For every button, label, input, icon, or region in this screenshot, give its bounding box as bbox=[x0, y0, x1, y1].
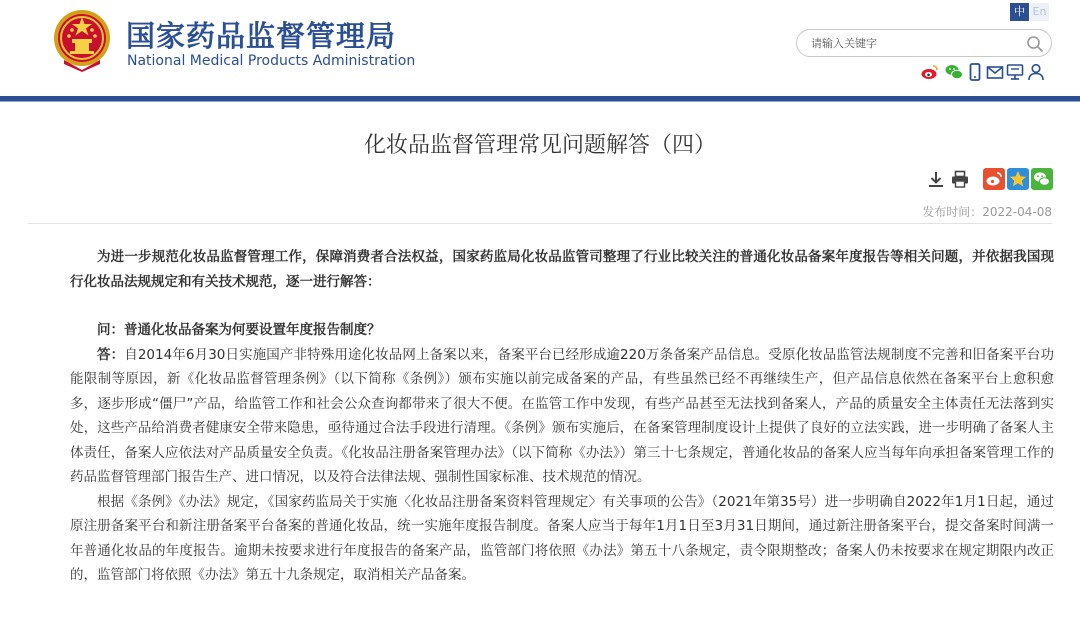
search-input[interactable] bbox=[811, 34, 1011, 52]
download-icon[interactable] bbox=[926, 169, 946, 189]
publish-date bbox=[922, 203, 1052, 220]
article-body bbox=[70, 245, 1054, 588]
answer-label: 答： bbox=[97, 346, 125, 363]
answer-paragraph-1-text: 自2014年6月30日实施国产非特殊用途化妆品网上备案以来，备案平台已经形成逾220万条备案产品信息。受原化妆品监管法规制度不完善和旧备案平台功能限制等原因，新《化妆品监督管理条例》（以下简称《条例》）颁布实施以前完成备案的产品，有些虽然已经不再继续生产，但产品信息依然在备案平台上愈积愈多，逐步形成“僵尸”产品，给监管工作和社会公众查询都带来了很大不便。在监管工作中发现，有些产品甚至无法找到备案人，产品的质量安全主体责任无法落到实处，这些产品给消费者健康安全带来隐患，亟待通过合法手段进行清理。《条例》颁布实施后，在备案管理制度设计上提供了良好的立法实践，进一步明确了备案人主体责任，备案人应依法对产品质量安全负责。《化妆品注册备案管理办法》（以下简称《办法》）第三十七条规定，普通化妆品的备案人应当每年向承担备案管理工作的药品监督管理部门报告生产、进口情况，以及符合法律法规、强制性国家标准、技术规范的情况。 bbox=[70, 346, 1055, 485]
search-icon[interactable] bbox=[1025, 34, 1045, 54]
article-intro: 为进一步规范化妆品监督管理工作，保障消费者合法权益，国家药监局化妆品监管司整理了行业比较关注的普通化妆品备案年度报告等相关问题，并依据我国现行化妆品法规规定和有关技术规范，逐一进行解答： bbox=[70, 249, 1054, 290]
wechat-icon[interactable] bbox=[944, 62, 964, 82]
weibo-share-icon[interactable] bbox=[983, 168, 1005, 190]
weibo-icon[interactable] bbox=[920, 62, 940, 82]
language-chinese-button[interactable]: 中 bbox=[1010, 3, 1029, 21]
mobile-icon[interactable] bbox=[968, 62, 982, 82]
publish-date-label: 发布时间： bbox=[922, 205, 983, 219]
header-divider-line bbox=[0, 101, 1080, 102]
print-icon[interactable] bbox=[950, 169, 970, 189]
language-english-button[interactable]: En bbox=[1030, 3, 1049, 21]
search-box bbox=[796, 29, 1052, 57]
answer-paragraph-1 bbox=[70, 343, 1054, 490]
national-emblem-logo[interactable] bbox=[52, 8, 112, 72]
qzone-share-icon[interactable] bbox=[1007, 168, 1029, 190]
question-text: 问：普通化妆品备案为何要设置年度报告制度？ bbox=[97, 322, 381, 338]
article-title: 化妆品监督管理常见问题解答（四） bbox=[363, 133, 716, 158]
site-name-english[interactable]: National Medical Products Administration bbox=[127, 53, 416, 69]
wechat-share-icon[interactable] bbox=[1031, 168, 1053, 190]
site-name-chinese[interactable]: 国家药品监督管理局 bbox=[126, 19, 397, 53]
user-icon[interactable] bbox=[1027, 62, 1045, 82]
email-icon[interactable] bbox=[986, 62, 1004, 82]
publish-date-value: 2022-04-08 bbox=[982, 205, 1052, 219]
message-icon[interactable] bbox=[1006, 62, 1024, 82]
site-header bbox=[0, 0, 1080, 96]
answer-paragraph-2: 根据《条例》《办法》规定，《国家药监局关于实施〈化妆品注册备案资料管理规定〉有关事项的公告》（2021年第35号）进一步明确自2022年1月1日起，通过原注册备案平台和新注册备案平台备案的普通化妆品，统一实施年度报告制度。备案人应当于每年1月1日至3月31日期间，通过新注册备案平台，提交备案时间满一年普通化妆品的年度报告。逾期未按要求进行年度报告的备案产品，监管部门将依照《办法》第五十八条规定，责令限期整改；备案人仍未按要求在规定期限内改正的，监管部门将依照《办法》第五十九条规定，取消相关产品备案。 bbox=[70, 493, 1054, 583]
title-divider bbox=[28, 223, 1052, 224]
